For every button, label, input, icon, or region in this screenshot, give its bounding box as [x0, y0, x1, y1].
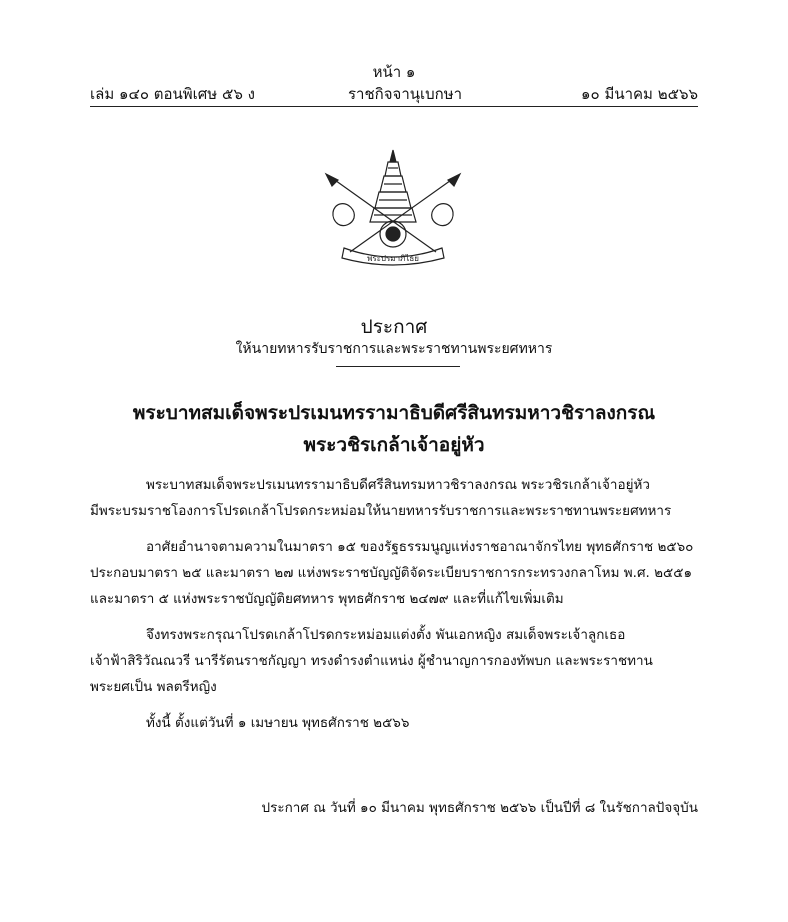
publication-date: ๑๐ มีนาคม ๒๕๖๖	[581, 85, 698, 103]
header-rule	[90, 106, 698, 107]
king-name-line-1: พระบาทสมเด็จพระปรเมนทรรามาธิบดีศรีสินทรมหาวชิราลงกรณ	[132, 402, 656, 424]
paragraph-line: ประกอบมาตรา ๒๕ และมาตรา ๒๗ แห่งพระราชบัญญัติจัดระเบียบราชการกระทรวงกลาโหม พ.ศ. ๒๕๕๑	[90, 565, 693, 581]
paragraph-3	[90, 622, 698, 700]
royal-emblem-icon	[318, 148, 468, 268]
publication-name: ราชกิจจานุเบกษา	[348, 85, 463, 103]
volume-info: เล่ม ๑๔๐ ตอนพิเศษ ๕๖ ง	[90, 85, 255, 103]
page-number: หน้า ๑	[372, 63, 416, 81]
paragraph-line: อาศัยอำนาจตามความในมาตรา ๑๕ ของรัฐธรรมนูญแห่งราชอาณาจักรไทย พุทธศักราช ๒๕๖๐	[146, 539, 694, 555]
king-name-line-2: พระวชิรเกล้าเจ้าอยู่หัว	[303, 434, 485, 456]
announcement-body	[90, 472, 698, 746]
paragraph-4	[90, 710, 698, 736]
announcement-title: ประกาศ	[360, 316, 428, 338]
paragraph-line: พระยศเป็น พลตรีหญิง	[90, 679, 217, 695]
announcement-subtitle: ให้นายทหารรับราชการและพระราชทานพระยศทหาร	[235, 341, 553, 357]
paragraph-line: ทั้งนี้ ตั้งแต่วันที่ ๑ เมษายน พุทธศักราช ๒๕๖๖	[146, 715, 410, 731]
paragraph-line: เจ้าฟ้าสิริวัณณวรี นารีรัตนราชกัญญา ทรงดำรงตำแหน่ง ผู้ชำนาญการกองทัพบก และพระราชทาน	[90, 653, 653, 669]
emblem-banner-text: พระปรมาภิไธย	[367, 254, 419, 263]
paragraph-line: มีพระบรมราชโองการโปรดเกล้าโปรดกระหม่อมให้นายทหารรับราชการและพระราชทานพระยศทหาร	[90, 503, 672, 519]
paragraph-line: จึงทรงพระกรุณาโปรดเกล้าโปรดกระหม่อมแต่งตั้ง พันเอกหญิง สมเด็จพระเจ้าลูกเธอ	[146, 627, 626, 643]
paragraph-2	[90, 534, 698, 612]
closing-statement: ประกาศ ณ วันที่ ๑๐ มีนาคม พุทธศักราช ๒๕๖๖ เป็นปีที่ ๘ ในรัชกาลปัจจุบัน	[261, 800, 698, 816]
paragraph-line: และมาตรา ๕ แห่งพระราชบัญญัติยศทหาร พุทธศักราช ๒๔๗๙ และที่แก้ไขเพิ่มเติม	[90, 591, 564, 607]
paragraph-line: พระบาทสมเด็จพระปรเมนทรรามาธิบดีศรีสินทรมหาวชิราลงกรณ พระวชิรเกล้าเจ้าอยู่หัว	[146, 477, 651, 493]
paragraph-1	[90, 472, 698, 524]
title-divider	[336, 366, 460, 367]
